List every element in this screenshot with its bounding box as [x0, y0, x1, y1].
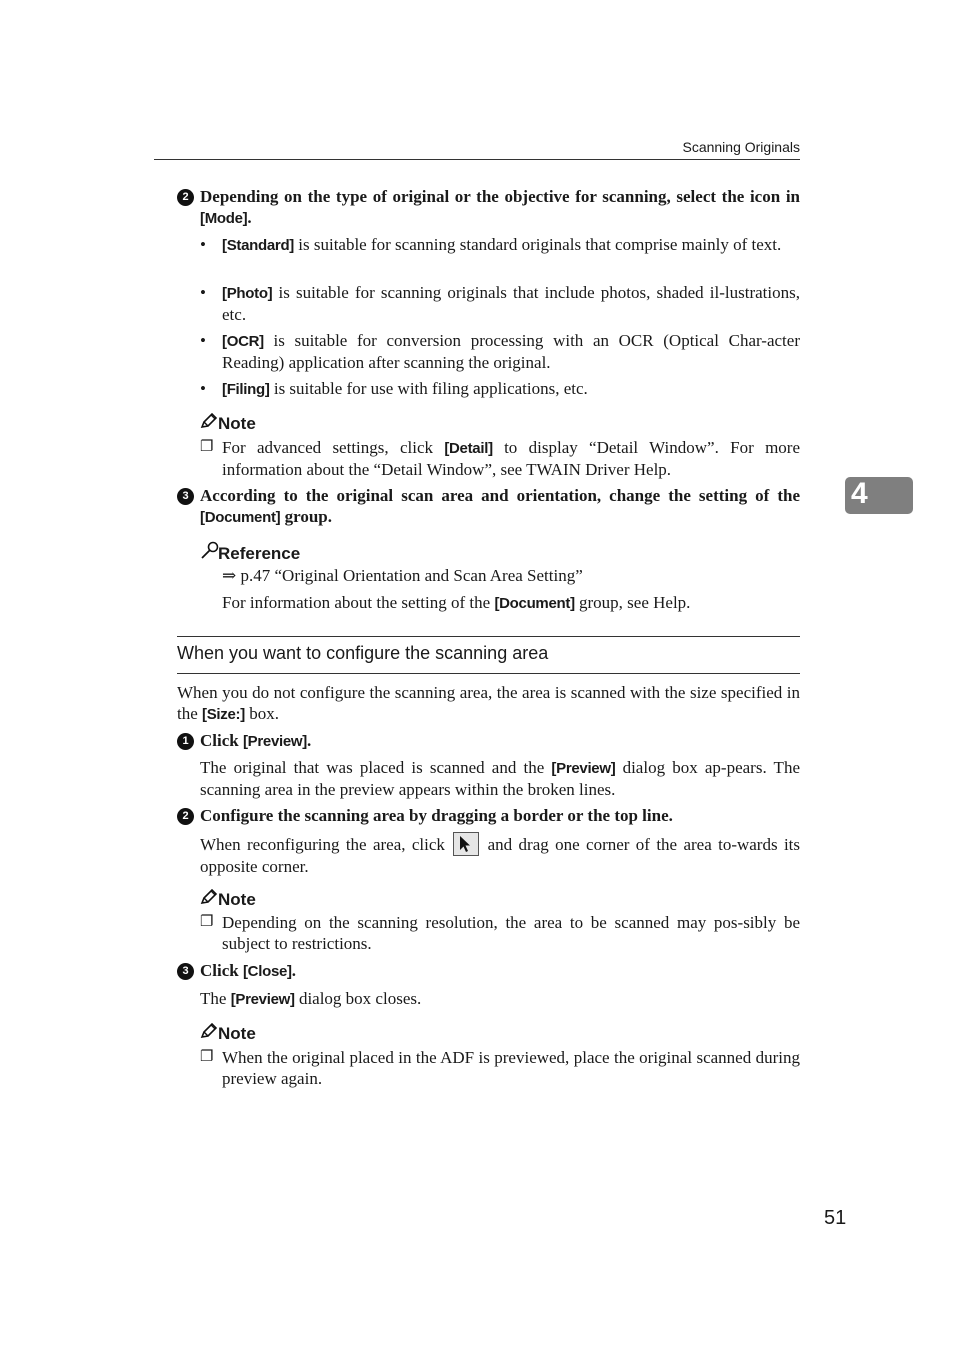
reference-heading	[200, 541, 300, 564]
reference-link: ⇒ p.47 “Original Orientation and Scan Area Setting”	[222, 566, 583, 585]
step-body	[200, 988, 800, 1010]
mode-keyword: [Mode]	[200, 210, 248, 227]
checkbox-bullet-icon: ❐	[200, 1049, 214, 1065]
step-body	[200, 832, 800, 877]
checkbox-bullet-icon: ❐	[200, 914, 214, 930]
standard-keyword: [Standard]	[222, 237, 295, 254]
body-text-end: dialog box closes.	[294, 989, 422, 1008]
bullet-dot: •	[200, 283, 206, 302]
magnifier-icon	[200, 541, 218, 564]
filing-keyword: [Filing]	[222, 381, 270, 398]
reference-text-end: group, see Help.	[574, 593, 691, 612]
pencil-icon	[200, 889, 218, 910]
note-heading	[200, 413, 256, 434]
step-click-preview	[177, 730, 800, 752]
note-label: Note	[218, 414, 256, 433]
close-keyword: [Close]	[242, 963, 292, 980]
step-click-close	[177, 960, 800, 982]
ocr-keyword: [OCR]	[222, 333, 264, 350]
note-label: Note	[218, 1024, 256, 1043]
step-text: Click	[200, 961, 243, 980]
step-text: Click	[200, 731, 243, 750]
page-number: 51	[824, 1207, 847, 1229]
body-text: The	[200, 989, 231, 1008]
pencil-icon	[200, 413, 218, 434]
step-text: According to the original scan area and orientation, change the setting of the	[200, 486, 800, 505]
step-document-setting	[177, 485, 800, 528]
detail-keyword: [Detail]	[444, 440, 493, 457]
note-text-end: to display “Detail Window”. For more information about the “Detail Window”, see TWAIN Driver Help.	[222, 438, 801, 479]
list-item	[200, 282, 800, 325]
checkbox-bullet-icon: ❐	[200, 439, 214, 455]
note-text: When the original placed in the ADF is previewed, place the original scanned during preview again.	[222, 1048, 800, 1088]
step-text-end: .	[306, 731, 312, 750]
section-intro	[177, 682, 800, 725]
chapter-tab-label: 4	[851, 477, 868, 510]
step-select-mode	[177, 186, 800, 229]
arrow-cursor-icon	[453, 832, 479, 856]
reference-text-start: For information about the setting of the	[222, 593, 495, 612]
preview-keyword: [Preview]	[551, 760, 616, 777]
pencil-icon	[200, 1023, 218, 1044]
section-title: When you want to configure the scanning area	[177, 643, 549, 663]
reference-label: Reference	[218, 544, 301, 563]
step-number: 2	[177, 808, 194, 825]
document-keyword: [Document]	[494, 595, 575, 612]
header-rule	[154, 159, 800, 160]
step-text: Configure the scanning area by dragging a border or the top line.	[200, 806, 673, 825]
note-text: For advanced settings, click	[222, 438, 445, 457]
note-item	[200, 437, 800, 480]
note-item	[200, 912, 800, 954]
intro-text: When you do not configure the scanning area, the area is scanned with the size specified in the	[177, 683, 800, 723]
step-text-end: .	[247, 208, 252, 227]
preview-keyword: [Preview]	[230, 991, 295, 1008]
note-item	[200, 1047, 800, 1089]
step-text-end: group.	[280, 507, 332, 526]
document-keyword: [Document]	[200, 509, 281, 526]
list-item	[200, 330, 800, 373]
step-text-end: .	[291, 961, 296, 980]
body-text: When reconfiguring the area, click	[200, 835, 452, 854]
body-text: The original that was placed is scanned and the	[200, 758, 552, 777]
body-text-end: and drag one corner of the area to-wards its opposite corner.	[200, 835, 801, 876]
size-keyword: [Size:]	[202, 706, 245, 723]
bullet-dot: •	[200, 235, 206, 254]
running-header: Scanning Originals	[682, 139, 800, 155]
intro-text-end: box.	[244, 704, 279, 723]
bullet-text: is suitable for scanning standard originals that comprise mainly of text.	[294, 235, 782, 254]
step-number: 2	[177, 189, 194, 206]
section-rule-bottom	[177, 673, 800, 674]
bullet-text: is suitable for use with filing applications, etc.	[269, 379, 588, 398]
bullet-text: is suitable for scanning originals that include photos, shaded il-lustrations, etc.	[222, 283, 800, 324]
chapter-tab	[845, 477, 913, 514]
bullet-dot: •	[200, 331, 206, 350]
list-item	[200, 378, 800, 400]
photo-keyword: [Photo]	[222, 285, 273, 302]
note-heading	[200, 889, 256, 910]
bullet-text: is suitable for conversion processing with an OCR (Optical Char-acter Reading) application after scanning the original.	[222, 331, 800, 372]
reference-text	[222, 592, 800, 614]
section-rule-top	[177, 636, 800, 637]
note-label: Note	[218, 890, 256, 909]
note-heading	[200, 1023, 256, 1044]
step-number: 3	[177, 488, 194, 505]
list-item	[200, 234, 800, 256]
note-text: Depending on the scanning resolution, the area to be scanned may pos-sibly be subject to restrictions.	[222, 913, 800, 953]
step-number: 1	[177, 733, 194, 750]
preview-keyword: [Preview]	[242, 733, 307, 750]
bullet-dot: •	[200, 379, 206, 398]
step-body	[200, 757, 800, 800]
step-configure-area	[177, 805, 800, 826]
body-text-end: dialog box ap-pears. The scanning area in the preview appears within the broken lines.	[200, 758, 800, 799]
step-text: Depending on the type of original or the objective for scanning, select the icon in	[200, 187, 800, 206]
step-number: 3	[177, 963, 194, 980]
